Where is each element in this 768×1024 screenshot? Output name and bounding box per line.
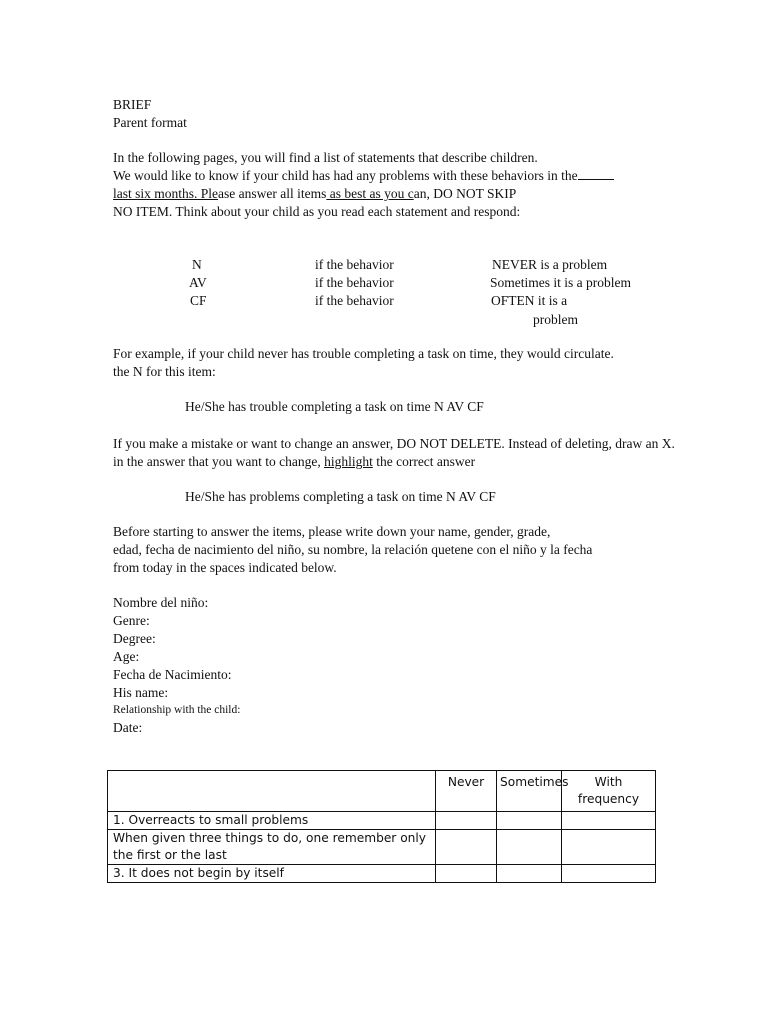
table-row (108, 830, 656, 865)
correction-line-2 (113, 453, 475, 471)
example-sample-item: He/She has trouble completing a task on time N AV CF (185, 399, 484, 414)
legend-mid: if the behavior (315, 293, 394, 308)
table-header-sometimes: Sometimes (497, 771, 562, 812)
answer-cell-never[interactable] (436, 865, 497, 883)
legend-desc: Sometimes it is a problem (490, 275, 631, 290)
table-header-row (108, 771, 656, 812)
intro-line-3-part-d: an, DO NOT SKIP (413, 186, 517, 201)
field-relationship: Relationship with the child: (113, 704, 241, 716)
example-line-2: the N for this item: (113, 364, 216, 379)
legend-desc: NEVER is a problem (492, 257, 608, 272)
legend-code: CF (190, 293, 207, 308)
field-genre: Genre: (113, 613, 150, 628)
instructions-line-1: Before starting to answer the items, please write down your name, gender, grade, (113, 524, 551, 539)
field-age: Age: (113, 649, 140, 664)
field-his-name: His name: (113, 685, 169, 700)
instructions-line-2: edad, fecha de nacimiento del niño, su nombre, la relación quetene con el niño y la fecha (113, 542, 593, 557)
legend-mid: if the behavior (315, 275, 394, 290)
intro-line-4: NO ITEM. Think about your child as you read each statement and respond: (113, 204, 521, 219)
field-child-name: Nombre del niño: (113, 595, 209, 610)
answer-cell-never[interactable] (436, 812, 497, 830)
document-title: BRIEF (113, 97, 152, 112)
intro-line-3 (113, 185, 516, 203)
correction-line-2-part-c: the correct answer (372, 454, 476, 469)
table-header-never: Never (436, 771, 497, 812)
table-item-text: When given three things to do, one remember only the first or the last (108, 830, 436, 865)
correction-line-1: If you make a mistake or want to change an answer, DO NOT DELETE. Instead of deleting, draw an X. (113, 436, 675, 451)
legend-mid: if the behavior (315, 257, 394, 272)
answer-cell-with-frequency[interactable] (562, 812, 656, 830)
answer-cell-with-frequency[interactable] (562, 830, 656, 865)
field-birth-date: Fecha de Nacimiento: (113, 667, 232, 682)
intro-line-3-part-b: ase answer all items (218, 186, 327, 201)
legend-desc-continued: problem (533, 312, 578, 327)
intro-line-2 (113, 167, 614, 185)
table-item-text: 1. Overreacts to small problems (108, 812, 436, 830)
legend-code: N (192, 257, 202, 272)
correction-line-2-part-a: in the answer that you want to change, (113, 454, 325, 469)
intro-line-3-part-a: last six months. Ple (113, 186, 219, 201)
correction-highlight-word: highlight (324, 454, 373, 469)
table-item-text: 3. It does not begin by itself (108, 865, 436, 883)
example-line-1: For example, if your child never has trouble completing a task on time, they would circulate. (113, 346, 614, 361)
answer-cell-never[interactable] (436, 830, 497, 865)
answer-cell-with-frequency[interactable] (562, 865, 656, 883)
intro-line-3-part-c: as best as you c (326, 186, 414, 201)
response-table (107, 770, 656, 883)
document-subtitle: Parent format (113, 115, 187, 130)
answer-cell-sometimes[interactable] (497, 830, 562, 865)
table-row (108, 865, 656, 883)
instructions-line-3: from today in the spaces indicated below. (113, 560, 337, 575)
table-row (108, 812, 656, 830)
underline-blank (578, 167, 614, 180)
intro-line-2-text: We would like to know if your child has had any problems with these behaviors in the (113, 168, 578, 183)
field-degree: Degree: (113, 631, 156, 646)
intro-line-1: In the following pages, you will find a list of statements that describe children. (113, 150, 538, 165)
answer-cell-sometimes[interactable] (497, 812, 562, 830)
table-header-with-frequency: With frequency (562, 771, 656, 812)
answer-cell-sometimes[interactable] (497, 865, 562, 883)
legend-code: AV (189, 275, 207, 290)
table-header-cell (108, 771, 436, 812)
legend-desc: OFTEN it is a (491, 293, 568, 308)
field-date: Date: (113, 720, 143, 735)
correction-sample-item: He/She has problems completing a task on time N AV CF (185, 489, 496, 504)
